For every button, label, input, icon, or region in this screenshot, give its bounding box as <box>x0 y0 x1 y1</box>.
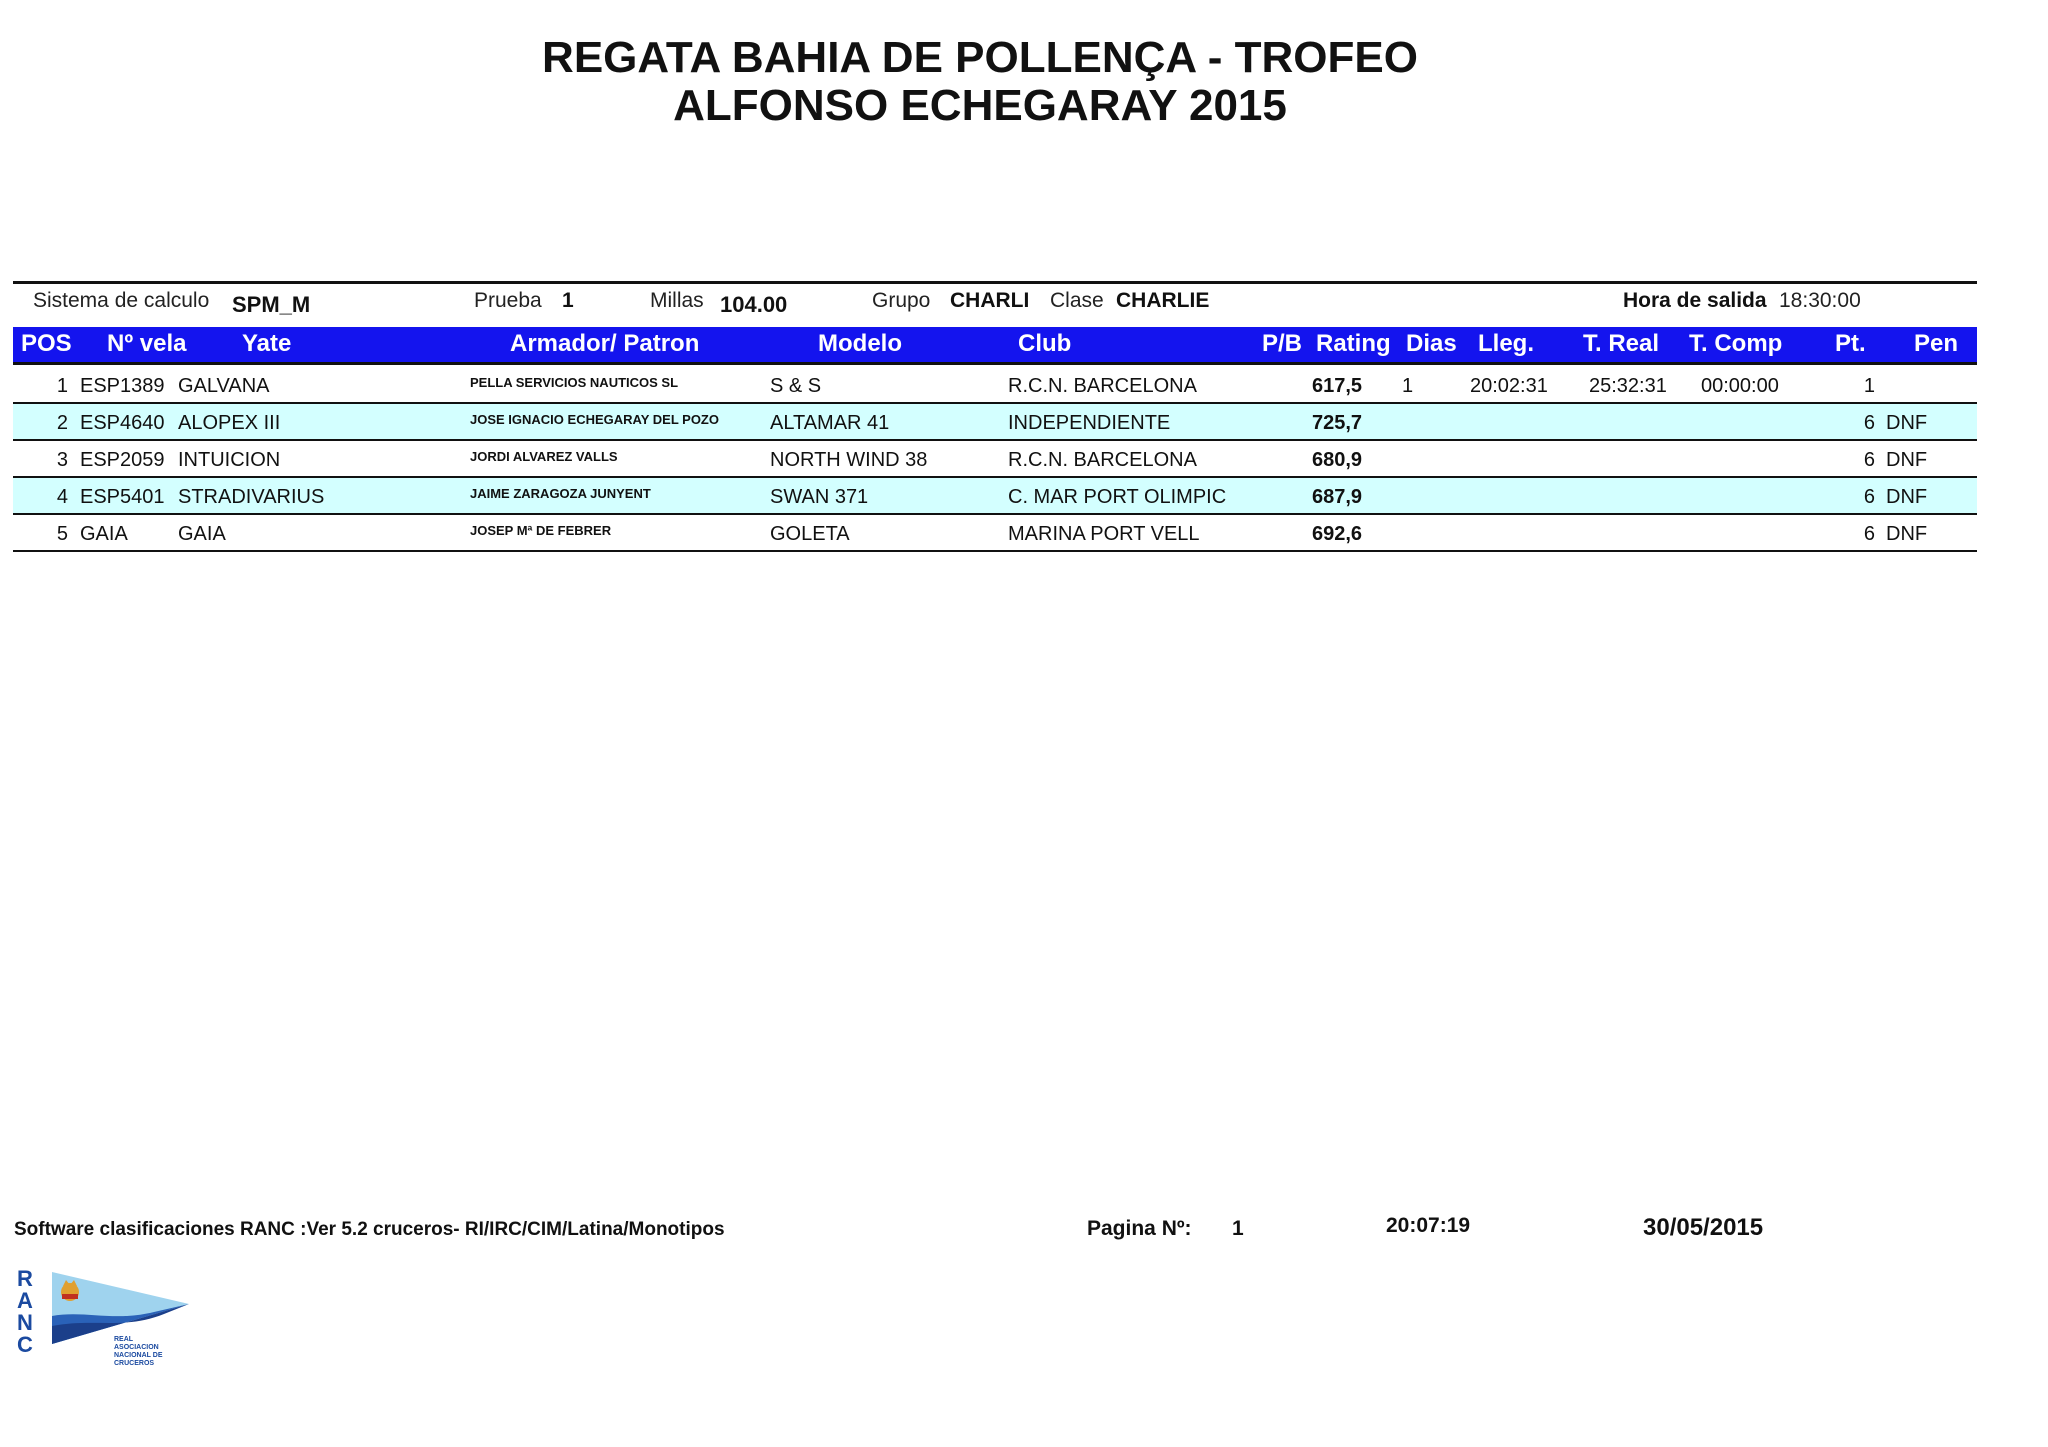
page-title-line2: ALFONSO ECHEGARAY 2015 <box>673 81 1287 130</box>
ranc-logo <box>14 1264 214 1374</box>
cell-club: C. MAR PORT OLIMPIC <box>1008 486 1227 508</box>
cell-armador: JOSEP Mª DE FEBRER <box>470 523 612 538</box>
cell-armador: JAIME ZARAGOZA JUNYENT <box>470 486 651 501</box>
prueba-value: 1 <box>562 289 574 312</box>
grupo-value: CHARLI <box>950 289 1030 312</box>
software-info: Software clasificaciones RANC :Ver 5.2 cruceros- RI/IRC/CIM/Latina/Monotipos <box>14 1219 725 1240</box>
col-pen: Pen <box>1914 330 1959 357</box>
cell-pos: 5 <box>56 523 68 545</box>
cell-yate: GAIA <box>178 523 226 545</box>
table-header <box>13 327 1977 362</box>
col-vela: Nº vela <box>107 330 187 357</box>
cell-modelo: SWAN 371 <box>770 486 869 508</box>
logo-text-line: REAL <box>114 1336 134 1343</box>
col-tcomp: T. Comp <box>1689 330 1783 357</box>
cell-yate: ALOPEX III <box>178 412 281 434</box>
logo-letter-n: N <box>17 1310 33 1335</box>
cell-tcomp: 00:00:00 <box>1701 375 1779 397</box>
hora-label: Hora de salida <box>1623 289 1767 312</box>
hora-value: 18:30:00 <box>1779 289 1861 312</box>
cell-vela: ESP4640 <box>80 412 165 434</box>
cell-modelo: GOLETA <box>770 523 850 545</box>
col-pt: Pt. <box>1835 330 1866 357</box>
col-modelo: Modelo <box>818 330 902 357</box>
cell-modelo: ALTAMAR 41 <box>770 412 890 434</box>
col-armador: Armador/ Patron <box>510 330 700 357</box>
sistema-value: SPM_M <box>232 292 311 317</box>
print-date: 30/05/2015 <box>1643 1214 1764 1241</box>
cell-armador: JOSE IGNACIO ECHEGARAY DEL POZO <box>470 412 719 427</box>
cell-pen: DNF <box>1886 523 1928 545</box>
cell-club: INDEPENDIENTE <box>1008 412 1171 434</box>
cell-armador: JORDI ALVAREZ VALLS <box>470 449 618 464</box>
logo-text-line: ASOCIACION <box>114 1344 159 1351</box>
cell-pen: DNF <box>1886 449 1928 471</box>
cell-pt: 6 <box>1863 486 1875 508</box>
grupo-label: Grupo <box>872 289 931 312</box>
col-yate: Yate <box>242 330 292 357</box>
cell-armador: PELLA SERVICIOS NAUTICOS SL <box>470 375 679 390</box>
row-divider <box>13 439 1977 441</box>
cell-treal: 25:32:31 <box>1589 375 1667 397</box>
cell-pos: 4 <box>56 486 68 508</box>
col-club: Club <box>1018 330 1072 357</box>
col-treal: T. Real <box>1583 330 1660 357</box>
cell-rating: 692,6 <box>1312 523 1363 545</box>
logo-letter-r: R <box>17 1266 33 1291</box>
cell-pos: 3 <box>56 449 68 471</box>
cell-modelo: NORTH WIND 38 <box>770 449 928 471</box>
cell-club: R.C.N. BARCELONA <box>1008 449 1197 471</box>
logo-text-line: CRUCEROS <box>114 1360 155 1367</box>
cell-pt: 6 <box>1863 523 1875 545</box>
cell-club: R.C.N. BARCELONA <box>1008 375 1197 397</box>
sistema-label: Sistema de calculo <box>33 289 210 312</box>
logo-letter-c: C <box>17 1332 33 1357</box>
col-rating: Rating <box>1316 330 1391 357</box>
cell-vela: ESP1389 <box>80 375 165 397</box>
cell-pt: 6 <box>1863 412 1875 434</box>
header-divider <box>13 362 1977 365</box>
clase-label: Clase <box>1050 289 1104 312</box>
clase-value: CHARLIE <box>1116 289 1210 312</box>
cell-pos: 1 <box>56 375 68 397</box>
col-pb: P/B <box>1262 330 1303 357</box>
page-title-line1: REGATA BAHIA DE POLLENÇA - TROFEO <box>542 33 1418 82</box>
cell-yate: STRADIVARIUS <box>178 486 325 508</box>
prueba-label: Prueba <box>474 289 542 312</box>
cell-dias: 1 <box>1402 375 1414 397</box>
cell-pt: 6 <box>1863 449 1875 471</box>
logo-letter-a: A <box>17 1288 33 1313</box>
cell-pos: 2 <box>56 412 68 434</box>
cell-lleg: 20:02:31 <box>1470 375 1548 397</box>
row-stripe <box>13 404 1977 439</box>
top-divider <box>13 281 1977 284</box>
cell-rating: 680,9 <box>1312 449 1363 471</box>
cell-modelo: S & S <box>770 375 822 397</box>
page-number-label: Pagina Nº: <box>1087 1217 1192 1240</box>
cell-vela: ESP5401 <box>80 486 165 508</box>
cell-vela: GAIA <box>80 523 128 545</box>
millas-value: 104.00 <box>720 292 788 317</box>
millas-label: Millas <box>650 289 704 312</box>
col-pos: POS <box>21 330 72 357</box>
cell-pt: 1 <box>1863 375 1875 397</box>
cell-rating: 617,5 <box>1312 375 1363 397</box>
page-number-value: 1 <box>1232 1217 1244 1240</box>
cell-rating: 725,7 <box>1312 412 1363 434</box>
logo-text-line: NACIONAL DE <box>114 1352 163 1359</box>
cell-vela: ESP2059 <box>80 449 165 471</box>
row-divider <box>13 550 1977 552</box>
col-lleg: Lleg. <box>1478 330 1535 357</box>
cell-yate: GALVANA <box>178 375 270 397</box>
cell-pen: DNF <box>1886 412 1928 434</box>
cell-pen: DNF <box>1886 486 1928 508</box>
print-time: 20:07:19 <box>1386 1214 1471 1237</box>
cell-rating: 687,9 <box>1312 486 1363 508</box>
cell-club: MARINA PORT VELL <box>1008 523 1200 545</box>
col-dias: Dias <box>1406 330 1457 357</box>
row-divider <box>13 513 1977 515</box>
cell-yate: INTUICION <box>178 449 281 471</box>
